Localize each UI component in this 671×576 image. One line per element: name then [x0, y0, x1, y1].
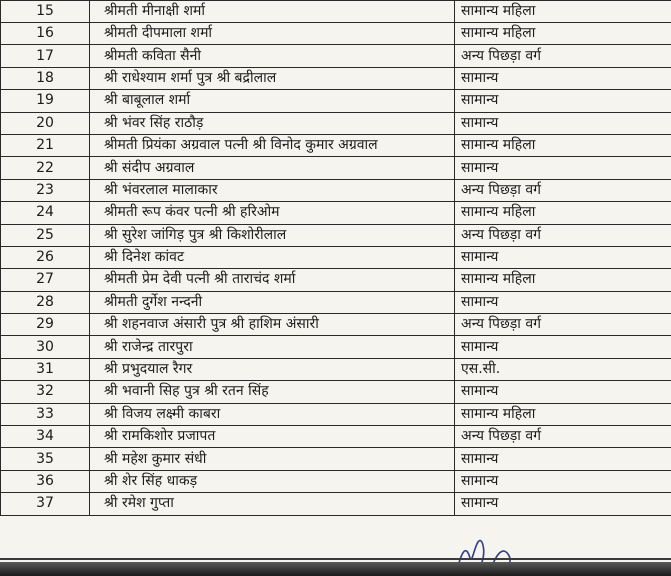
member-name-cell: श्री राधेश्याम शर्मा पुत्र श्री बद्रीलाल [90, 67, 455, 89]
member-name-cell: श्री भवानी सिह पुत्र श्री रतन सिंह [90, 381, 455, 403]
page-edge-line [0, 558, 671, 560]
serial-number-cell: 19 [1, 90, 90, 112]
category-cell: सामान्य [455, 336, 671, 358]
category-cell: सामान्य महिला [455, 403, 671, 425]
serial-number-cell: 18 [1, 67, 90, 89]
member-name-cell: श्री महेश कुमार संधी [90, 448, 455, 470]
category-cell: सामान्य [455, 493, 671, 515]
serial-number-cell: 24 [1, 202, 90, 224]
table-row [1, 157, 671, 179]
serial-number-cell: 25 [1, 224, 90, 246]
category-cell: सामान्य [455, 90, 671, 112]
members-table-body [1, 1, 671, 516]
category-cell: अन्य पिछड़ा वर्ग [455, 314, 671, 336]
serial-number-cell: 35 [1, 448, 90, 470]
table-row [1, 112, 671, 134]
member-name-cell: श्री बाबूलाल शर्मा [90, 90, 455, 112]
member-name-cell: श्रीमती प्रियंका अग्रवाल पत्नी श्री विनोद कुमार अग्रवाल [90, 134, 455, 156]
member-name-cell: श्रीमती रूप कंवर पत्नी श्री हरिओम [90, 202, 455, 224]
member-name-cell: श्री संदीप अग्रवाल [90, 157, 455, 179]
serial-number-cell: 26 [1, 246, 90, 268]
category-cell: अन्य पिछड़ा वर्ग [455, 224, 671, 246]
serial-number-cell: 33 [1, 403, 90, 425]
member-name-cell: श्रीमती प्रेम देवी पत्नी श्री ताराचंद शर्मा [90, 269, 455, 291]
table-row [1, 246, 671, 268]
table-row [1, 403, 671, 425]
serial-number-cell: 20 [1, 112, 90, 134]
serial-number-cell: 36 [1, 470, 90, 492]
scanner-shadow-band [0, 562, 671, 576]
category-cell: सामान्य [455, 157, 671, 179]
table-row [1, 381, 671, 403]
category-cell: सामान्य महिला [455, 202, 671, 224]
table-row [1, 358, 671, 380]
member-name-cell: श्रीमती दीपमाला शर्मा [90, 23, 455, 45]
table-row [1, 269, 671, 291]
table-row [1, 224, 671, 246]
category-cell: सामान्य [455, 246, 671, 268]
member-name-cell: श्रीमती मीनाक्षी शर्मा [90, 1, 455, 23]
member-name-cell: श्री सुरेश जांगिड़ पुत्र श्री किशोरीलाल [90, 224, 455, 246]
table-row [1, 426, 671, 448]
serial-number-cell: 29 [1, 314, 90, 336]
member-name-cell: श्री शहनवाज अंसारी पुत्र श्री हाशिम अंसारी [90, 314, 455, 336]
serial-number-cell: 23 [1, 179, 90, 201]
category-cell: सामान्य महिला [455, 269, 671, 291]
serial-number-cell: 32 [1, 381, 90, 403]
serial-number-cell: 30 [1, 336, 90, 358]
serial-number-cell: 22 [1, 157, 90, 179]
table-row [1, 90, 671, 112]
member-name-cell: श्री राजेन्द्र तारपुरा [90, 336, 455, 358]
serial-number-cell: 17 [1, 45, 90, 67]
member-name-cell: श्री प्रभुदयाल रैगर [90, 358, 455, 380]
member-name-cell: श्री विजय लक्ष्मी काबरा [90, 403, 455, 425]
member-name-cell: श्रीमती दुर्गेश नन्दनी [90, 291, 455, 313]
member-name-cell: श्रीमती कविता सैनी [90, 45, 455, 67]
member-name-cell: श्री भंवरलाल मालाकार [90, 179, 455, 201]
table-row [1, 1, 671, 23]
category-cell: सामान्य महिला [455, 1, 671, 23]
table-row [1, 470, 671, 492]
table-row [1, 202, 671, 224]
category-cell: सामान्य महिला [455, 23, 671, 45]
serial-number-cell: 37 [1, 493, 90, 515]
table-row [1, 448, 671, 470]
category-cell: एस.सी. [455, 358, 671, 380]
table-row [1, 134, 671, 156]
serial-number-cell: 34 [1, 426, 90, 448]
category-cell: सामान्य [455, 448, 671, 470]
category-cell: अन्य पिछड़ा वर्ग [455, 179, 671, 201]
category-cell: सामान्य [455, 112, 671, 134]
category-cell: सामान्य [455, 381, 671, 403]
member-name-cell: श्री शेर सिंह धाकड़ [90, 470, 455, 492]
serial-number-cell: 21 [1, 134, 90, 156]
category-cell: अन्य पिछड़ा वर्ग [455, 45, 671, 67]
category-cell: सामान्य [455, 291, 671, 313]
serial-number-cell: 16 [1, 23, 90, 45]
table-row [1, 291, 671, 313]
category-cell: सामान्य [455, 67, 671, 89]
member-name-cell: श्री रामकिशोर प्रजापत [90, 426, 455, 448]
table-row [1, 336, 671, 358]
table-row [1, 179, 671, 201]
category-cell: अन्य पिछड़ा वर्ग [455, 426, 671, 448]
serial-number-cell: 27 [1, 269, 90, 291]
table-row [1, 314, 671, 336]
table-row [1, 493, 671, 515]
member-name-cell: श्री भंवर सिंह राठौड़ [90, 112, 455, 134]
category-cell: सामान्य [455, 470, 671, 492]
category-cell: सामान्य महिला [455, 134, 671, 156]
table-row [1, 67, 671, 89]
serial-number-cell: 15 [1, 1, 90, 23]
serial-number-cell: 28 [1, 291, 90, 313]
serial-number-cell: 31 [1, 358, 90, 380]
table-row [1, 45, 671, 67]
member-name-cell: श्री दिनेश कांवट [90, 246, 455, 268]
table-row [1, 23, 671, 45]
member-name-cell: श्री रमेश गुप्ता [90, 493, 455, 515]
